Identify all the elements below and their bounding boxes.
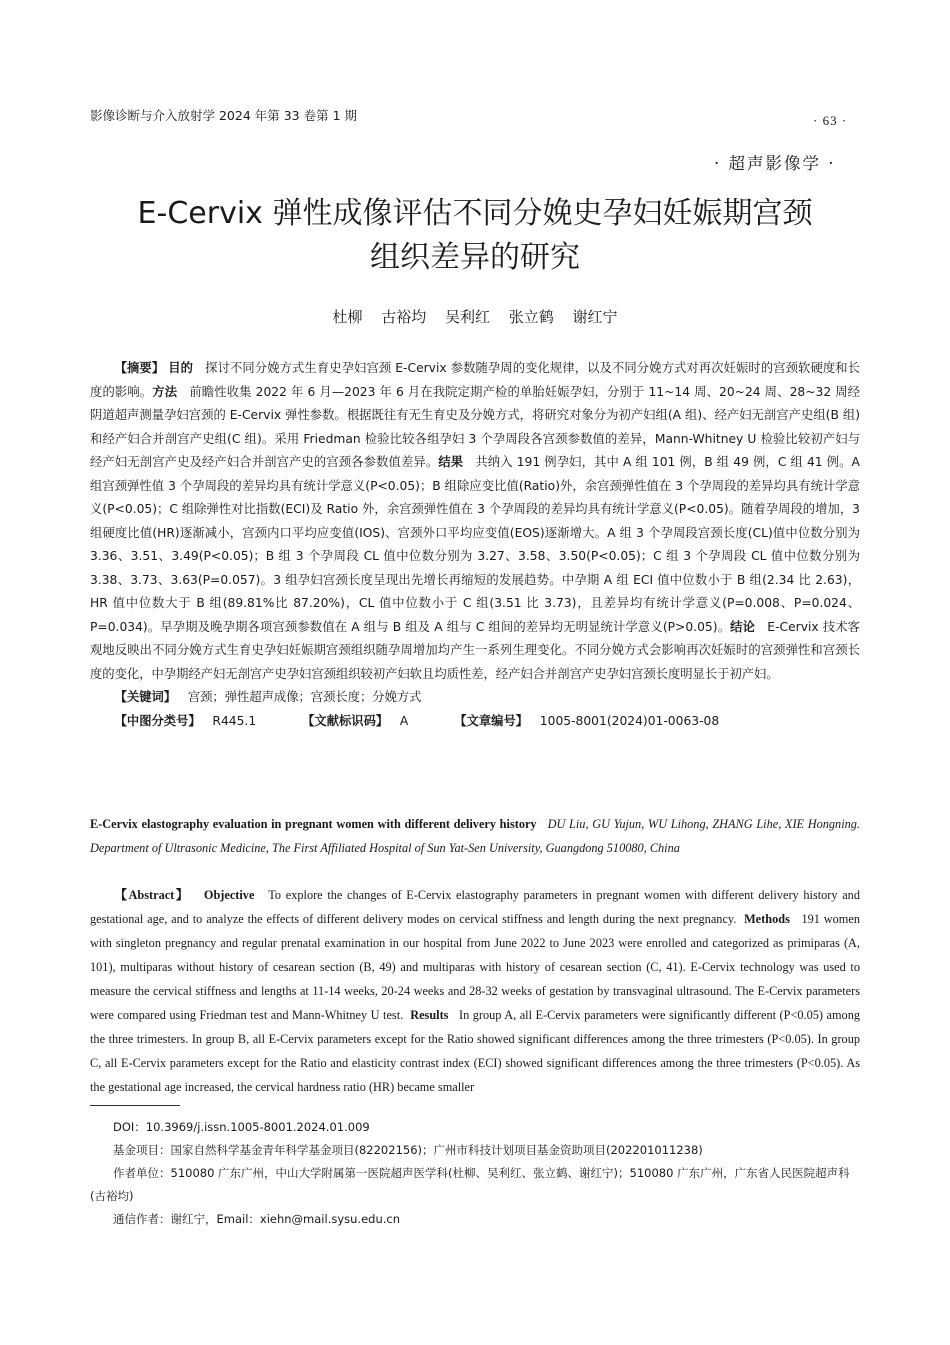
english-methods-label: Methods (744, 912, 790, 926)
keywords-label: 【关键词】 (114, 690, 177, 704)
conclusion-label: 结论 (730, 619, 756, 634)
results-label: 结果 (438, 455, 464, 469)
english-abstract-label: 【Abstract】 (114, 888, 190, 902)
article-number-value: 1005-8001(2024)01-0063-08 (539, 713, 720, 728)
correspondence-line: 通信作者：谢红宁，Email：xiehn@mail.sysu.edu.cn (113, 1212, 401, 1226)
english-objective-text: To explore the changes of E-Cervix elastography parameters in pregnant women with different delivery history and gestational age, and to analyze the effects of different delivery modes on cervical stiffness and length during the next pregnancy. (90, 888, 860, 926)
english-abstract (90, 883, 860, 1099)
conclusion-text: E-Cervix 技术客观地反映出不同分娩方式生育史孕妇妊娠期宫颈组织随孕周增加均产生一系列生理变化。不同分娩方式会影响再次妊娠时的宫颈弹性和宫颈长度的变化，中孕期经产妇无剖宫产史孕妇宫颈组织较初产妇软且均质性差，经产妇合并剖宫产史孕妇宫颈长度明显长于初产妇。 (90, 619, 860, 681)
abstract-label: 【摘要】 (114, 361, 165, 375)
abstract-zh-paragraph (90, 357, 860, 686)
english-authors-affiliation: DU Liu, GU Yujun, WU Lihong, ZHANG Lihe, XIE Hongning. Department of Ultrasonic Medicine, The First Affiliated Hospital of Sun Yat-Sen University, Guangdong 510080, China (90, 817, 860, 855)
english-results-text: In group A, all E-Cervix parameters were significantly different (P<0.05) among the three trimesters. In group B, all E-Cervix parameters except for the Ratio showed significant differences among the three trimesters (P<0.05). In group C, all E-Cervix parameters except for the Ratio and elasticity contrast index (ECI) showed significant differences among the three trimesters (P<0.05). As the gestational age increased, the cervical hardness ratio (HR) became smaller (90, 1008, 860, 1094)
section-label: · 超声影像学 · (714, 154, 836, 173)
methods-label: 方法 (152, 384, 178, 399)
author-list: 杜柳 古裕均 吴利红 张立鹤 谢红宁 (332, 308, 618, 326)
article-title (60, 192, 890, 280)
english-title: E-Cervix elastography evaluation in pregnant women with different delivery history (90, 817, 537, 831)
title-line-1: E-Cervix 弹性成像评估不同分娩史孕妇妊娠期宫颈 (137, 196, 813, 231)
doi-line: DOI：10.3969/j.issn.1005-8001.2024.01.009 (113, 1120, 370, 1134)
article-number-label: 【文章编号】 (454, 713, 529, 728)
objective-label: 目的 (168, 361, 194, 375)
objective-text: 探讨不同分娩方式生育史孕妇宫颈 E-Cervix 参数随孕周的变化规律，以及不同分娩方式对再次妊娠时的宫颈软硬度和长度的影响。 (90, 361, 860, 399)
footnotes (90, 1116, 860, 1231)
footnote-divider (90, 1105, 180, 1106)
keywords-value: 宫颈；弹性超声成像；宫颈长度；分娩方式 (187, 690, 422, 704)
doc-code-value: A (399, 713, 409, 728)
classification-line (90, 710, 860, 734)
running-header: 影像诊断与介入放射学 2024 年第 33 卷第 1 期 (90, 108, 358, 123)
affiliation-line: 作者单位：510080 广东广州，中山大学附属第一医院超声医学科(杜柳、吴利红、张立鹤、谢红宁)；510080 广东广州，广东省人民医院超声科(古裕均) (90, 1166, 850, 1203)
page-number: · 63 · (813, 113, 848, 128)
results-text: 共纳入 191 例孕妇，其中 A 组 101 例，B 组 49 例，C 组 41 例。A 组宫颈弹性值 3 个孕周段的差异均具有统计学意义(P<0.05)；B 组除应变比值(Ratio)外，余宫颈弹性值在 3 个孕周段的差异均具有统计学意义(P<0.05)；C 组除弹性对比指数(ECI)及 Ratio 外，余宫颈弹性值在 3 个孕周段的差异均具有统计学意义(P<0.05)。随着孕周段的增加，3 组硬度比值(HR)逐渐减小，宫颈内口平均应变值(IOS)、宫颈外口平均应变值(EOS)逐渐增大。A 组 3 个孕周段宫颈长度(CL)值中位数分别为 3.36、3.51、3.49(P<0.05)；B 组 3 个孕周段 CL 值中位数分别为 3.27、3.58、3.50(P<0.05)；C 组 3 个孕周段 CL 值中位数分别为 3.38、3.73、3.63(P=0.057)。3 组孕妇宫颈长度呈现出先增长再缩短的发展趋势。中孕期 A 组 ECI 值中位数小于 B 组(2.34 比 2.63)，HR 值中位数大于 B 组(89.81%比 87.20%)，CL 值中位数小于 C 组(3.51 比 3.73)，且差异均有统计学意义(P=0.008、P=0.024、P=0.034)。早孕期及晚孕期各项宫颈参数值在 A 组与 B 组及 A 组与 C 组间的差异均无明显统计学意义(P>0.05)。 (90, 455, 860, 634)
english-results-label: Results (410, 1008, 449, 1022)
english-objective-label: Objective (203, 888, 255, 902)
english-title-block (90, 812, 860, 860)
funding-line: 基金项目：国家自然科学基金青年科学基金项目(82202156)；广州市科技计划项目基金资助项目(202201011238) (113, 1143, 703, 1157)
methods-text: 前瞻性收集 2022 年 6 月—2023 年 6 月在我院定期产检的单胎妊娠孕妇，分别于 11~14 周、20~24 周、28~32 周经阴道超声测量孕妇宫颈的 E-Cervix 弹性参数。根据既往有无生育史及分娩方式，将研究对象分为初产妇组(A 组)、经产妇无剖宫产史组(B 组)和经产妇合并剖宫产史组(C 组)。采用 Friedman 检验比较各组孕妇 3 个孕周段各宫颈参数值的差异，Mann-Whitney U 检验比较初产妇与经产妇无剖宫产史及经产妇合并剖宫产史的宫颈各参数值差异。 (90, 384, 860, 469)
clc-label: 【中图分类号】 (114, 713, 201, 728)
keywords-line (90, 686, 860, 710)
doc-code-label: 【文献标识码】 (302, 713, 389, 728)
english-methods-text: 191 women with singleton pregnancy and regular prenatal examination in our hospital from June 2022 to June 2023 were enrolled and categorized as primiparas (A, 101), multiparas without history of cesarean section (B, 49) and multiparas with history of cesarean section (C, 41). E-Cervix technology was used to measure the cervical stiffness and lengths at 11-14 weeks, 20-24 weeks and 28-32 weeks of gestation by transvaginal ultrasound. The E-Cervix parameters were compared using Friedman test and Mann-Whitney U test. (90, 912, 860, 1022)
english-abstract-paragraph (90, 883, 860, 1099)
clc-value: R445.1 (212, 713, 257, 728)
title-line-2: 组织差异的研究 (370, 240, 580, 275)
chinese-abstract (90, 357, 860, 733)
